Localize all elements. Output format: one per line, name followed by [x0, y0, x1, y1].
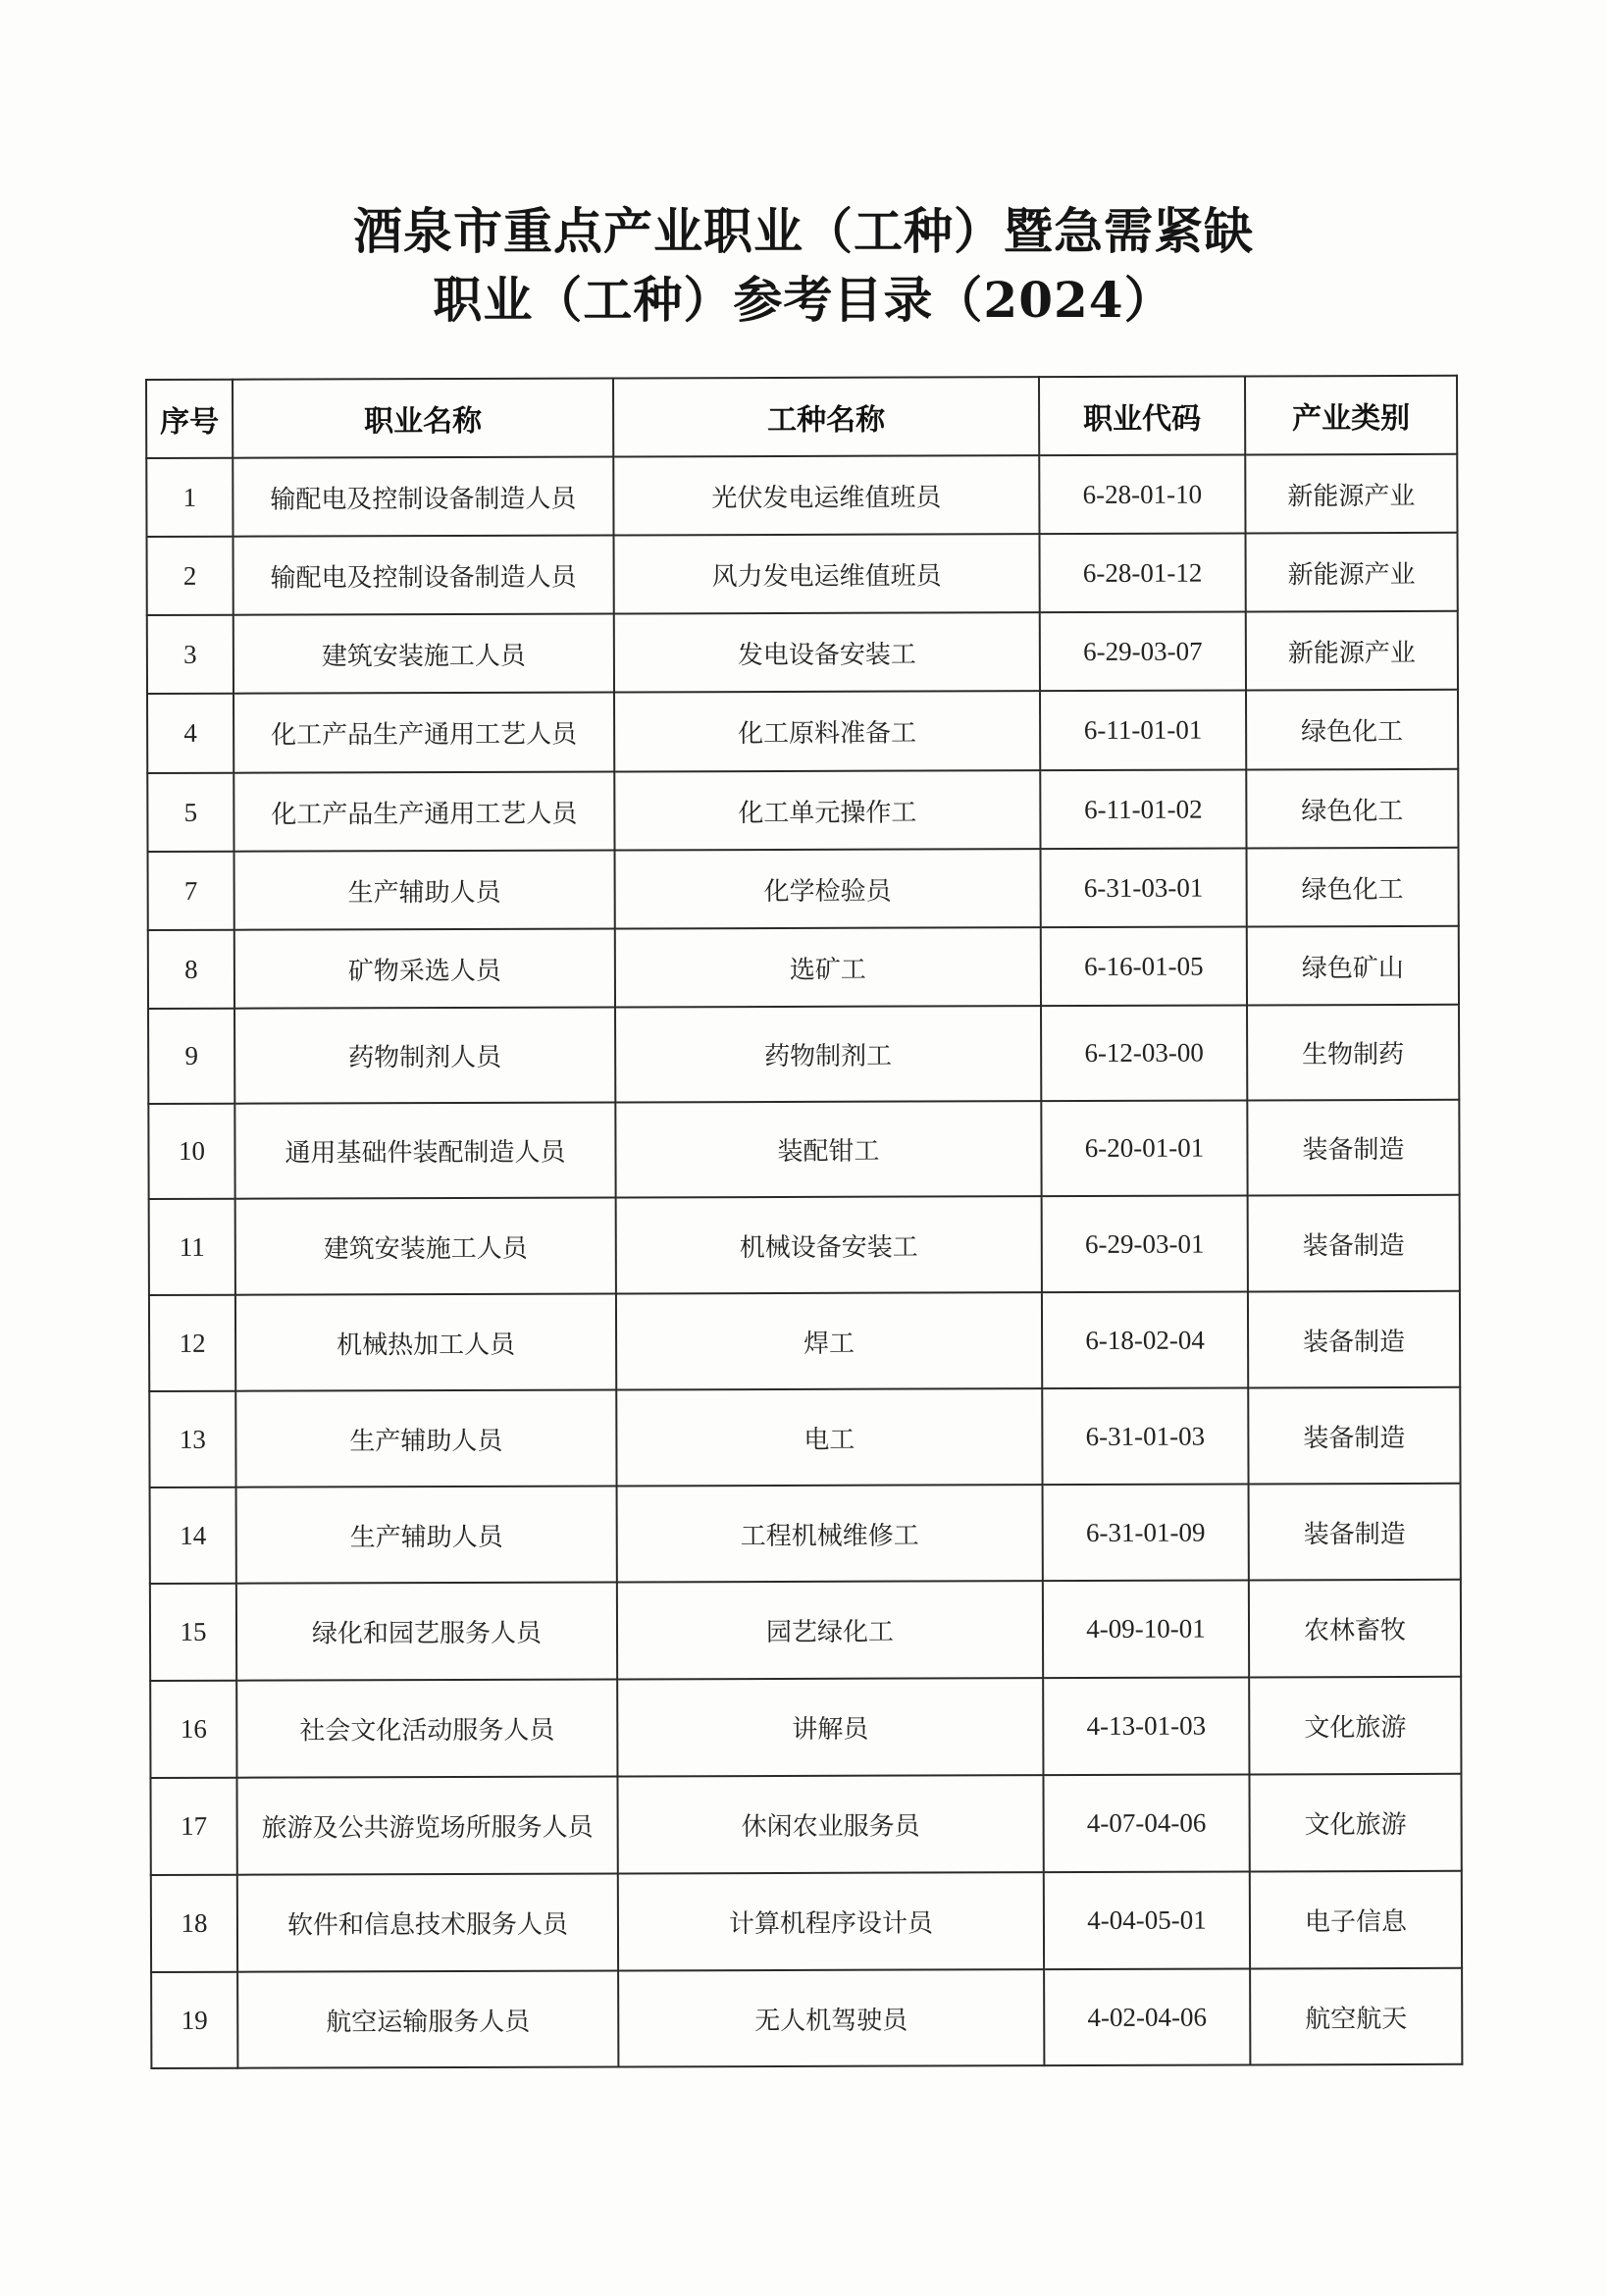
- cell-occupation-code: 6-11-01-01: [1040, 690, 1246, 770]
- cell-trade-name: 药物制剂工: [615, 1006, 1041, 1102]
- cell-occupation-code: 4-13-01-03: [1043, 1677, 1249, 1775]
- cell-serial-number: 14: [150, 1487, 236, 1584]
- cell-serial-number: 18: [151, 1875, 237, 1972]
- table-row: [147, 690, 1458, 773]
- cell-industry-category: 航空航天: [1250, 1968, 1462, 2065]
- cell-serial-number: 16: [150, 1681, 236, 1778]
- cell-industry-category: 文化旅游: [1249, 1677, 1461, 1775]
- cell-occupation-name: 化工产品生产通用工艺人员: [233, 692, 614, 772]
- table-header-row: [146, 376, 1457, 458]
- cell-occupation-name: 旅游及公共游览场所服务人员: [236, 1776, 617, 1874]
- table-row: [149, 1387, 1460, 1487]
- cell-occupation-code: 4-04-05-01: [1044, 1871, 1250, 1969]
- cell-trade-name: 机械设备安装工: [616, 1196, 1042, 1293]
- cell-occupation-name: 社会文化活动服务人员: [236, 1679, 617, 1777]
- header-industry-category: 产业类别: [1245, 376, 1457, 455]
- cell-industry-category: 新能源产业: [1245, 454, 1457, 534]
- cell-occupation-name: 输配电及控制设备制造人员: [233, 457, 613, 537]
- table-row: [148, 1005, 1459, 1104]
- cell-trade-name: 讲解员: [617, 1678, 1043, 1776]
- table-row: [149, 1195, 1460, 1295]
- cell-trade-name: 化学检验员: [615, 849, 1041, 928]
- cell-trade-name: 计算机程序设计员: [618, 1872, 1044, 1970]
- table-row: [148, 1100, 1459, 1199]
- cell-serial-number: 17: [150, 1778, 236, 1875]
- table-row: [147, 611, 1458, 694]
- cell-trade-name: 焊工: [616, 1292, 1042, 1389]
- table-row: [151, 1968, 1462, 2068]
- cell-trade-name: 光伏发电运维值班员: [613, 455, 1039, 535]
- cell-trade-name: 电工: [616, 1388, 1042, 1486]
- cell-industry-category: 绿色矿山: [1247, 926, 1459, 1006]
- cell-trade-name: 选矿工: [615, 927, 1041, 1007]
- cell-industry-category: 绿色化工: [1246, 690, 1458, 770]
- header-trade-name: 工种名称: [613, 377, 1039, 456]
- cell-occupation-code: 6-29-03-07: [1040, 611, 1246, 691]
- cell-trade-name: 化工单元操作工: [614, 770, 1040, 850]
- cell-occupation-name: 生产辅助人员: [236, 1486, 617, 1583]
- cell-serial-number: 19: [151, 1972, 237, 2068]
- cell-industry-category: 新能源产业: [1246, 611, 1458, 691]
- cell-trade-name: 园艺绿化工: [617, 1581, 1043, 1679]
- cell-serial-number: 10: [148, 1104, 234, 1199]
- cell-industry-category: 绿色化工: [1246, 769, 1458, 849]
- cell-occupation-code: 6-20-01-01: [1041, 1100, 1247, 1196]
- cell-industry-category: 文化旅游: [1249, 1774, 1461, 1872]
- cell-industry-category: 新能源产业: [1246, 533, 1458, 612]
- cell-occupation-name: 通用基础件装配制造人员: [234, 1102, 615, 1198]
- table-body: [146, 454, 1462, 2068]
- document-title-line2: 职业（工种）参考目录（2024）: [433, 271, 1174, 329]
- cell-occupation-code: 6-28-01-10: [1039, 454, 1245, 534]
- cell-industry-category: 电子信息: [1250, 1871, 1462, 1969]
- header-occupation-code: 职业代码: [1039, 376, 1245, 455]
- cell-occupation-code: 4-02-04-06: [1044, 1968, 1250, 2065]
- cell-occupation-code: 6-31-01-03: [1042, 1387, 1248, 1485]
- cell-occupation-name: 输配电及控制设备制造人员: [233, 536, 614, 615]
- cell-occupation-code: 6-11-01-02: [1040, 769, 1246, 849]
- cell-occupation-name: 绿化和园艺服务人员: [236, 1582, 617, 1680]
- table-row: [151, 1871, 1462, 1972]
- header-occupation-name: 职业名称: [233, 379, 613, 458]
- table-row: [148, 848, 1459, 930]
- cell-serial-number: 15: [150, 1584, 236, 1681]
- table-row: [150, 1677, 1461, 1778]
- cell-trade-name: 发电设备安装工: [614, 612, 1040, 692]
- cell-industry-category: 装备制造: [1248, 1195, 1460, 1292]
- cell-trade-name: 无人机驾驶员: [618, 1969, 1044, 2066]
- cell-trade-name: 装配钳工: [615, 1101, 1041, 1197]
- table-row: [150, 1774, 1461, 1875]
- cell-industry-category: 生物制药: [1247, 1005, 1459, 1101]
- header-serial-number: 序号: [146, 380, 233, 458]
- cell-industry-category: 绿色化工: [1247, 848, 1459, 927]
- table-row: [150, 1484, 1461, 1584]
- table-row: [147, 769, 1458, 852]
- cell-industry-category: 装备制造: [1247, 1100, 1459, 1196]
- cell-serial-number: 11: [149, 1199, 235, 1295]
- cell-industry-category: 装备制造: [1249, 1484, 1461, 1581]
- cell-occupation-code: 6-12-03-00: [1041, 1005, 1247, 1101]
- cell-serial-number: 12: [149, 1295, 235, 1391]
- cell-serial-number: 4: [147, 694, 233, 773]
- cell-industry-category: 农林畜牧: [1249, 1580, 1461, 1678]
- cell-industry-category: 装备制造: [1248, 1291, 1460, 1388]
- cell-occupation-code: 6-16-01-05: [1041, 926, 1247, 1006]
- cell-occupation-code: 6-28-01-12: [1040, 533, 1246, 612]
- cell-occupation-name: 建筑安装施工人员: [235, 1197, 616, 1294]
- cell-occupation-name: 软件和信息技术服务人员: [237, 1873, 618, 1971]
- table-row: [149, 1291, 1460, 1391]
- cell-serial-number: 7: [148, 852, 234, 930]
- cell-serial-number: 5: [147, 773, 233, 852]
- cell-serial-number: 9: [148, 1009, 234, 1104]
- cell-trade-name: 化工原料准备工: [614, 691, 1040, 771]
- table-row: [148, 926, 1459, 1009]
- cell-occupation-name: 机械热加工人员: [235, 1293, 616, 1390]
- cell-occupation-name: 建筑安装施工人员: [233, 614, 614, 694]
- cell-occupation-code: 4-09-10-01: [1043, 1580, 1249, 1678]
- occupation-catalog-table: [145, 375, 1463, 2069]
- cell-serial-number: 13: [149, 1391, 235, 1487]
- cell-occupation-name: 药物制剂人员: [234, 1007, 615, 1103]
- cell-industry-category: 装备制造: [1248, 1387, 1460, 1485]
- cell-trade-name: 工程机械维修工: [617, 1485, 1043, 1582]
- cell-occupation-name: 化工产品生产通用工艺人员: [233, 771, 614, 851]
- cell-occupation-code: 6-18-02-04: [1042, 1291, 1248, 1388]
- document-title-line1: 酒泉市重点产业职业（工种）暨急需紧缺: [353, 202, 1254, 260]
- cell-trade-name: 风力发电运维值班员: [614, 534, 1040, 613]
- cell-serial-number: 2: [147, 537, 233, 615]
- cell-occupation-name: 生产辅助人员: [234, 850, 615, 929]
- cell-occupation-name: 矿物采选人员: [234, 928, 615, 1008]
- cell-serial-number: 1: [146, 458, 233, 537]
- cell-trade-name: 休闲农业服务员: [617, 1775, 1043, 1873]
- cell-occupation-code: 6-31-01-09: [1043, 1484, 1249, 1581]
- table-row: [147, 533, 1458, 615]
- cell-occupation-name: 航空运输服务人员: [237, 1970, 618, 2067]
- table-row: [150, 1580, 1461, 1681]
- cell-occupation-code: 4-07-04-06: [1043, 1774, 1249, 1872]
- cell-occupation-code: 6-29-03-01: [1042, 1195, 1248, 1292]
- table-row: [146, 454, 1457, 537]
- cell-serial-number: 3: [147, 615, 233, 694]
- cell-serial-number: 8: [148, 930, 234, 1009]
- cell-occupation-name: 生产辅助人员: [235, 1389, 616, 1487]
- cell-occupation-code: 6-31-03-01: [1041, 848, 1247, 927]
